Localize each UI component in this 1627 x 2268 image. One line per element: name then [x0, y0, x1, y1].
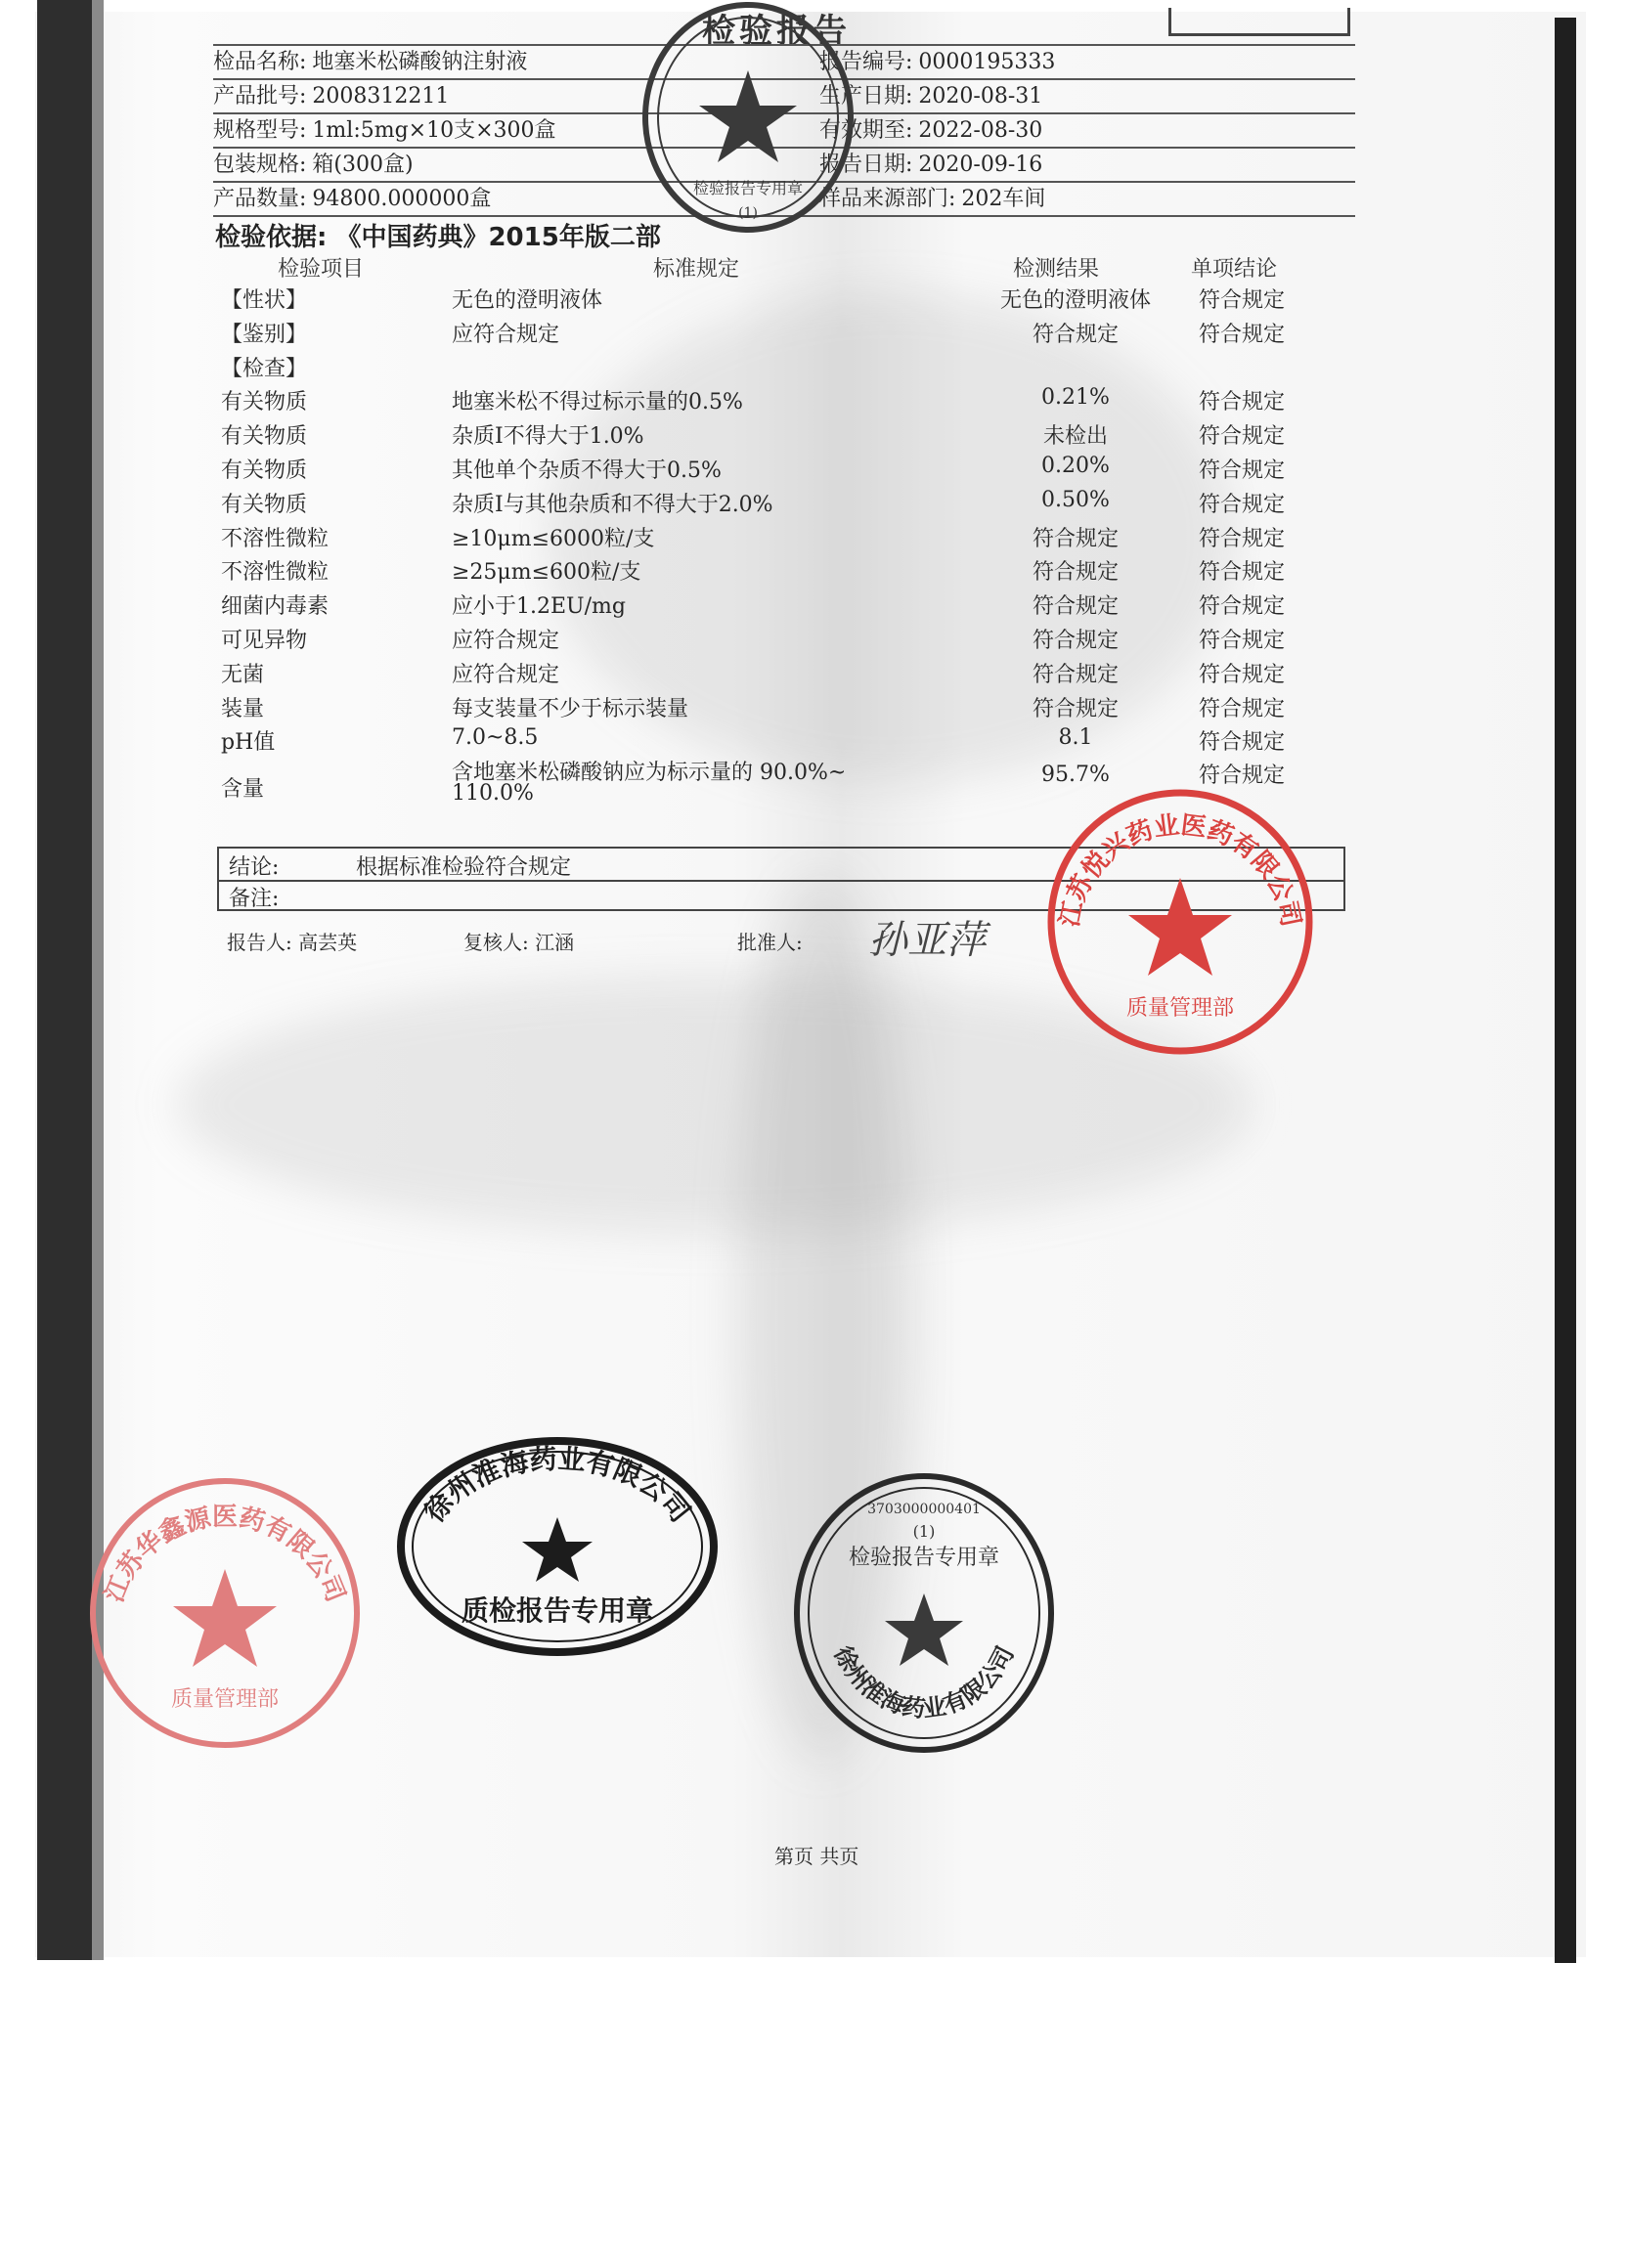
conclusion-label: 结论:	[229, 855, 280, 880]
table-row	[0, 385, 1627, 418]
row-item: 有关物质	[221, 424, 308, 450]
stamp-text: 江苏华鑫源医药有限公司	[99, 1502, 351, 1607]
row-standard: ≥25μm≤600粒/支	[452, 560, 641, 586]
row-standard: 应符合规定	[452, 629, 560, 653]
row-conclusion: 符合规定	[1198, 662, 1285, 687]
page-footer: 第页 共页	[774, 1845, 859, 1868]
row-conclusion: 符合规定	[1198, 322, 1285, 347]
stamp-center: 质检报告专用章	[461, 1594, 654, 1627]
row-standard: 每支装量不少于标示装量	[452, 696, 689, 721]
row-standard: 7.0~8.5	[452, 725, 539, 751]
row-item: 含量	[221, 777, 265, 802]
row-conclusion: 符合规定	[1198, 492, 1285, 517]
row-item: 不溶性微粒	[221, 526, 330, 551]
row-standard-line2: 110.0%	[452, 781, 534, 806]
stamp-black-right	[782, 1466, 1066, 1760]
table-row	[0, 318, 1627, 351]
table-row	[0, 555, 1627, 589]
header-row-package: 包装规格: 箱(300盒)	[213, 147, 819, 181]
stamp-top-center	[636, 0, 860, 254]
star-icon	[173, 1569, 277, 1667]
stamp-text: 徐州淮海药业有限公司	[828, 1641, 1020, 1723]
row-result: 符合规定	[1032, 696, 1119, 721]
row-result: 符合规定	[1032, 560, 1119, 586]
header-row-production-date: 生产日期: 2020-08-31	[819, 78, 1355, 112]
stamp-red-right	[1038, 780, 1322, 1064]
row-standard: 应小于1.2EU/mg	[452, 594, 626, 620]
col-header-result: 检测结果	[1013, 257, 1100, 282]
header-row-expiry: 有效期至: 2022-08-30	[819, 112, 1355, 147]
table-row	[0, 454, 1627, 487]
table-row	[0, 589, 1627, 623]
approver-signature: 孙亚萍	[868, 918, 986, 963]
row-item: 【性状】	[221, 288, 308, 313]
row-item: 无菌	[221, 662, 265, 687]
row-result: 符合规定	[1032, 594, 1119, 620]
header-row-report-no: 报告编号: 0000195333	[819, 44, 1355, 78]
reviewer: 复核人: 江涵	[463, 931, 575, 954]
table-row	[0, 624, 1627, 657]
star-icon	[522, 1517, 593, 1582]
conclusion-value: 根据标准检验符合规定	[356, 855, 572, 880]
table-row	[0, 658, 1627, 691]
col-header-standard: 标准规定	[653, 257, 740, 282]
row-conclusion: 符合规定	[1198, 730, 1285, 756]
svg-text:徐州淮海药业有限公司	[828, 1641, 1019, 1723]
stamp-code: (1)	[912, 1522, 936, 1541]
stamp-text: 江苏悦兴药业医药有限公司	[1055, 810, 1305, 930]
stamp-center: 质量管理部	[170, 1687, 280, 1712]
row-standard: ≥10μm≤6000粒/支	[452, 526, 655, 551]
row-standard: 杂质I与其他杂质和不得大于2.0%	[452, 492, 773, 517]
row-result: 符合规定	[1032, 322, 1119, 347]
table-row	[0, 692, 1627, 725]
header-row-batch: 产品批号: 2008312211	[213, 78, 819, 112]
row-item: 【鉴别】	[221, 322, 308, 347]
star-icon	[699, 70, 797, 162]
top-tag-box	[1168, 8, 1350, 36]
stamp-sub: (1)	[738, 205, 758, 221]
row-standard: 地塞米松不得过标示量的0.5%	[452, 390, 743, 415]
row-result: 95.7%	[1041, 763, 1110, 787]
row-conclusion: 符合规定	[1198, 560, 1285, 586]
inspection-basis: 检验依据: 《中国药典》2015年版二部	[215, 223, 661, 252]
table-row	[0, 725, 1627, 759]
report-title: 检验报告	[702, 12, 851, 51]
reporter: 报告人: 高芸英	[227, 931, 358, 954]
row-item: 细菌内毒素	[221, 594, 330, 620]
row-item: pH值	[221, 730, 276, 756]
header-row-spec: 规格型号: 1ml:5mg×10支×300盒	[213, 112, 819, 147]
row-conclusion: 符合规定	[1198, 390, 1285, 415]
stamp-number: 3703000000401	[867, 1502, 981, 1517]
stamp-center: 检验报告专用章	[848, 1546, 1000, 1570]
row-conclusion: 符合规定	[1198, 594, 1285, 620]
row-result: 0.20%	[1041, 454, 1110, 478]
stamp-red-left	[78, 1466, 372, 1760]
header-row-product-name: 检品名称: 地塞米松磷酸钠注射液	[213, 44, 819, 78]
row-item: 不溶性微粒	[221, 560, 330, 586]
stamp-text: 检验报告专用章	[692, 179, 804, 197]
row-conclusion: 符合规定	[1198, 696, 1285, 721]
row-conclusion: 符合规定	[1198, 629, 1285, 653]
row-result: 0.50%	[1041, 487, 1110, 512]
table-row	[0, 284, 1627, 317]
row-item: 有关物质	[221, 492, 308, 517]
row-result: 符合规定	[1032, 526, 1119, 551]
row-item: 有关物质	[221, 390, 308, 415]
row-standard: 杂质I不得大于1.0%	[452, 424, 644, 450]
row-standard: 应符合规定	[452, 662, 560, 687]
stamp-center: 质量管理部	[1125, 996, 1235, 1021]
row-item: 【检查】	[221, 356, 308, 381]
col-header-item: 检验项目	[278, 257, 365, 282]
col-header-conclusion: 单项结论	[1191, 257, 1278, 282]
row-item: 可见异物	[221, 629, 308, 653]
row-result: 未检出	[1042, 424, 1108, 450]
row-standard: 无色的澄明液体	[452, 288, 603, 313]
row-result: 无色的澄明液体	[999, 288, 1151, 313]
header-row-quantity: 产品数量: 94800.000000盒	[213, 181, 819, 217]
table-row	[0, 522, 1627, 555]
stamp-text: 徐州淮海药业有限公司	[418, 1442, 697, 1529]
row-conclusion: 符合规定	[1198, 288, 1285, 313]
row-result: 符合规定	[1032, 662, 1119, 687]
svg-text:徐州淮海药业有限公司	[418, 1443, 697, 1529]
row-standard: 其他单个杂质不得大于0.5%	[452, 458, 722, 483]
row-conclusion: 符合规定	[1198, 763, 1285, 788]
star-icon	[1128, 878, 1232, 976]
header-row-source-dept: 样品来源部门: 202车间	[819, 181, 1355, 217]
row-conclusion: 符合规定	[1198, 458, 1285, 483]
row-standard-line1: 含地塞米松磷酸钠应为标示量的 90.0%~	[452, 761, 847, 785]
remark-label: 备注:	[229, 887, 280, 911]
table-row	[0, 419, 1627, 453]
header-row-report-date: 报告日期: 2020-09-16	[819, 147, 1355, 181]
row-result: 8.1	[1058, 725, 1093, 751]
row-conclusion: 符合规定	[1198, 424, 1285, 450]
row-result: 符合规定	[1032, 629, 1119, 653]
row-result: 0.21%	[1041, 385, 1110, 411]
table-row	[0, 352, 1627, 385]
approver-label: 批准人:	[737, 931, 803, 954]
table-row	[0, 488, 1627, 521]
row-standard: 应符合规定	[452, 322, 560, 347]
stamp-black-center	[391, 1429, 724, 1664]
row-item: 有关物质	[221, 458, 308, 483]
row-item: 装量	[221, 696, 265, 721]
row-conclusion: 符合规定	[1198, 526, 1285, 551]
star-icon	[885, 1593, 963, 1666]
